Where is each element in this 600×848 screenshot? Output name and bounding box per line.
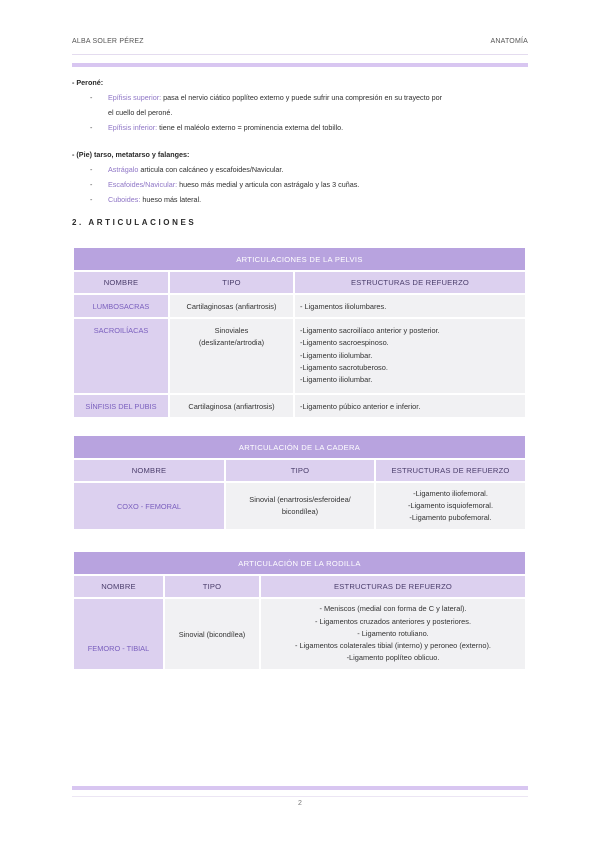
page-header xyxy=(72,38,528,50)
column-header: NOMBRE xyxy=(73,459,225,482)
cadera-table xyxy=(72,434,527,531)
header-divider xyxy=(72,54,528,55)
table-row xyxy=(73,294,526,318)
header-accent-bar xyxy=(72,63,528,67)
list-item: - Escafoides/Navicular: hueso más medial y articula con astrágalo y las 3 cuñas. xyxy=(90,180,360,189)
term: Escafoides/Navicular: xyxy=(108,180,178,189)
table-title: ARTICULACIÓN DE LA RODILLA xyxy=(73,551,526,575)
column-header: ESTRUCTURAS DE REFUERZO xyxy=(375,459,526,482)
row-estructuras: - Ligamentos iliolumbares. xyxy=(294,294,526,318)
list-item: - Astrágalo articula con calcáneo y escafoides/Navicular. xyxy=(90,165,284,174)
row-name: FEMORO - TIBIAL xyxy=(73,598,164,670)
row-estructuras: -Ligamento iliofemoral. -Ligamento isquiofemoral. -Ligamento pubofemoral. xyxy=(375,482,526,530)
header-author: ALBA SOLER PÉREZ xyxy=(72,38,144,45)
row-tipo: Sinovial (enartrosis/esferoidea/ bicondílea) xyxy=(225,482,375,530)
row-name: SACROILÍACAS xyxy=(73,318,169,394)
term: Astrágalo xyxy=(108,165,139,174)
column-header: NOMBRE xyxy=(73,271,169,294)
column-header: ESTRUCTURAS DE REFUERZO xyxy=(294,271,526,294)
column-header: TIPO xyxy=(169,271,294,294)
table-title: ARTICULACIÓN DE LA CADERA xyxy=(73,435,526,459)
row-name: COXO - FEMORAL xyxy=(73,482,225,530)
body-text xyxy=(72,75,528,207)
column-header: NOMBRE xyxy=(73,575,164,598)
row-estructuras: - Meniscos (medial con forma de C y lateral). - Ligamentos cruzados anteriores y posteriores. - Ligamento rotuliano. - Ligamentos colaterales tibial (interno) y peroneo (externo). -Ligamento poplíteo oblicuo. xyxy=(260,598,526,670)
header-subject: ANATOMÍA xyxy=(490,38,528,45)
column-header: TIPO xyxy=(225,459,375,482)
table-title: ARTICULACIONES DE LA PELVIS xyxy=(73,247,526,271)
footer-divider xyxy=(72,796,528,797)
table-row xyxy=(73,482,526,530)
list-item: - Cuboides: hueso más lateral. xyxy=(90,195,202,204)
perone-title: - Peroné: xyxy=(72,78,104,87)
row-name: LUMBOSACRAS xyxy=(73,294,169,318)
row-tipo: Cartilaginosas (anfiartrosis) xyxy=(169,294,294,318)
column-header: TIPO xyxy=(164,575,260,598)
table-row xyxy=(73,598,526,670)
page-number: 2 xyxy=(298,800,302,807)
list-item: - Epífisis superior: pasa el nervio ciático poplíteo externo y puede sufrir una compresión en su trayecto por el cuello del peroné. xyxy=(90,93,443,117)
rodilla-table xyxy=(72,550,527,671)
row-estructuras: -Ligamento sacroilíaco anterior y posterior. -Ligamento sacroespinoso. -Ligamento iliolumbar. -Ligamento sacrotuberoso. -Ligamento iliolumbar. xyxy=(294,318,526,394)
section-title: 2. ARTICULACIONES xyxy=(72,218,197,227)
term: Cuboides: xyxy=(108,195,141,204)
term: Epífisis superior: xyxy=(108,93,162,102)
pelvis-table xyxy=(72,246,527,419)
footer-accent-bar xyxy=(72,786,528,790)
row-tipo: Cartilaginosa (anfiartrosis) xyxy=(169,394,294,418)
column-header: ESTRUCTURAS DE REFUERZO xyxy=(260,575,526,598)
row-tipo: Sinovial (bicondílea) xyxy=(164,598,260,670)
pie-title: - (Pie) tarso, metatarso y falanges: xyxy=(72,150,190,159)
table-row xyxy=(73,394,526,418)
list-item: - Epífisis inferior: tiene el maléolo externo = prominencia externa del tobillo. xyxy=(90,123,344,132)
table-row xyxy=(73,318,526,394)
row-name: SÍNFISIS DEL PUBIS xyxy=(73,394,169,418)
term: Epífisis inferior: xyxy=(108,123,158,132)
row-tipo: Sinoviales (deslizante/artrodia) xyxy=(169,318,294,394)
row-estructuras: -Ligamento púbico anterior e inferior. xyxy=(294,394,526,418)
